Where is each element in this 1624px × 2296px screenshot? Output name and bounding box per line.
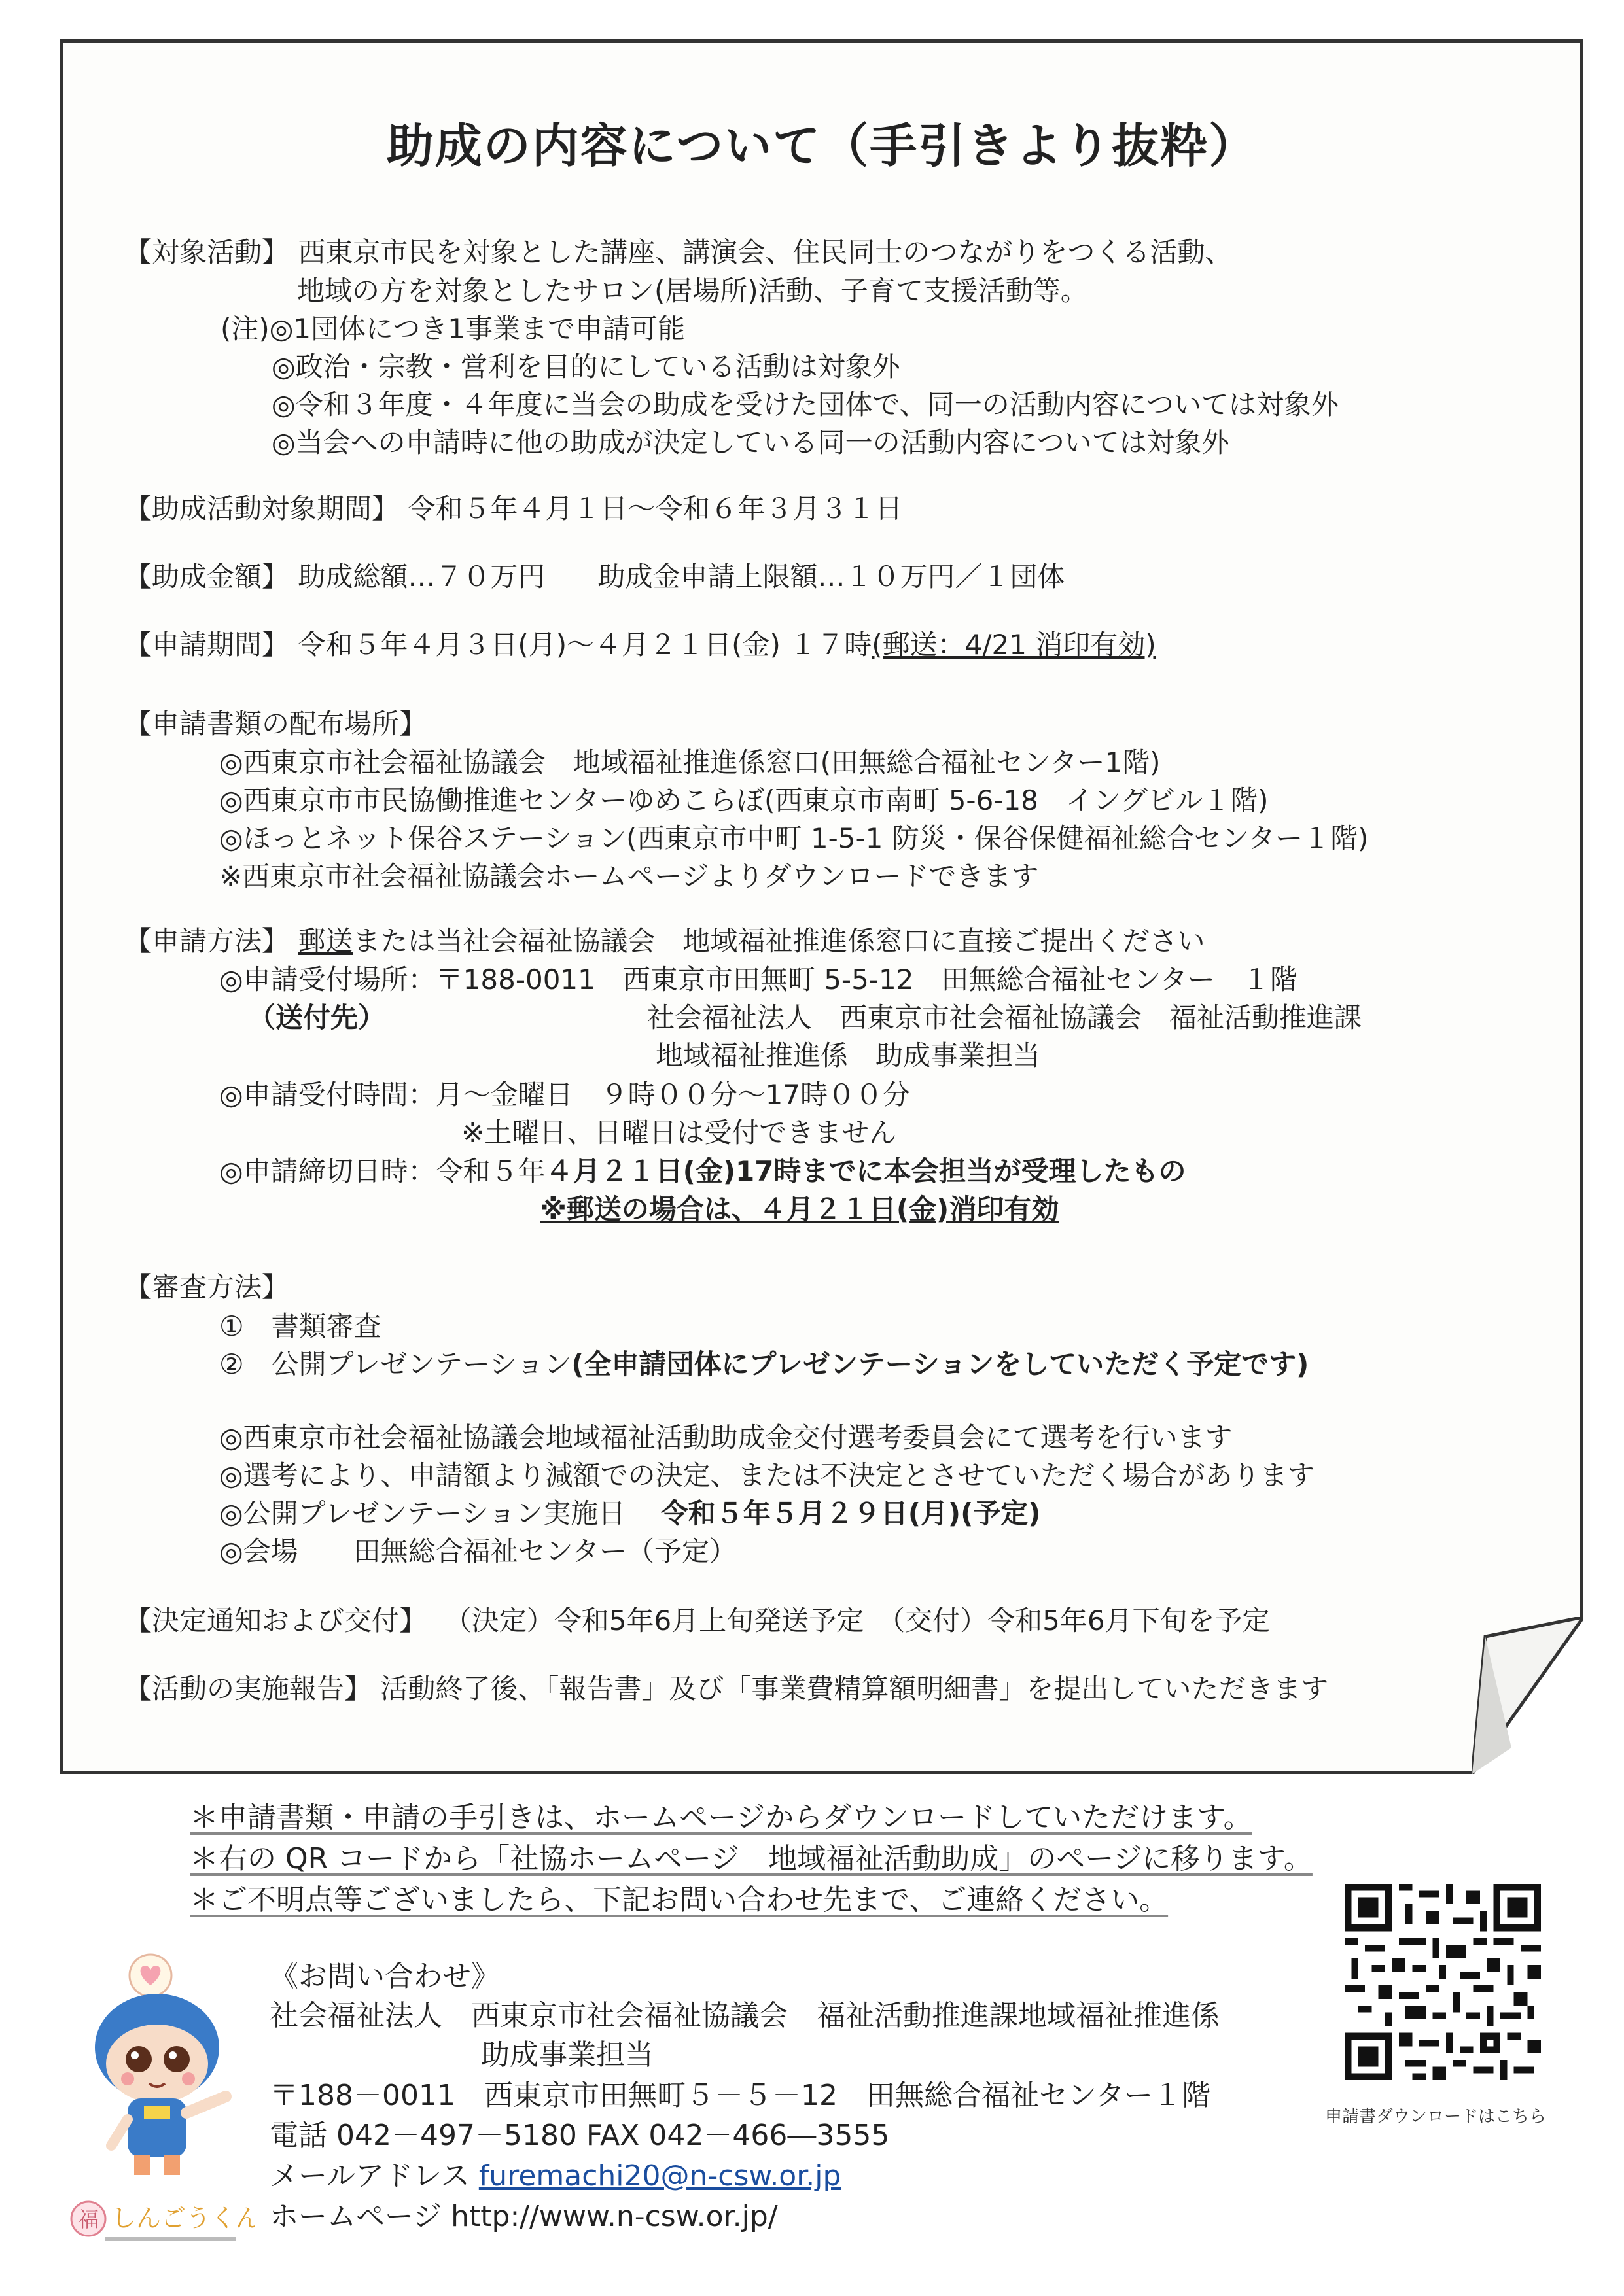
bottom-note: ＊ご不明点等ございましたら、下記お問い合わせ先まで、ご連絡ください。 [190, 1883, 1169, 1917]
content-frame [60, 39, 1583, 1774]
target-note-2: ◎政治・宗教・営利を目的にしている活動は対象外 [272, 351, 900, 383]
mascot-shingou-kun [65, 1949, 255, 2257]
qr-caption: 申請書ダウンロードはこちら [1325, 2107, 1547, 2127]
bottom-note: ＊右の QR コードから「社協ホームページ 地域福祉活動助成」のページに移ります。 [190, 1842, 1313, 1875]
distribution-label: 【申請書類の配布場所】 [124, 708, 427, 740]
review-venue: ◎会場 田無総合福祉センター（予定） [219, 1535, 737, 1567]
mascot-icon [65, 1949, 255, 2257]
period-line: 【助成活動対象期間】 令和５年４月１日～令和６年３月３１日 [124, 493, 903, 525]
target-note-4: ◎当会への申請時に他の助成が決定している同一の活動内容については対象外 [272, 426, 1229, 459]
qr-code-icon[interactable] [1345, 1884, 1541, 2080]
review-step2: ② 公開プレゼンテーション(全申請団体にプレゼンテーションをしていただく予定です) [219, 1348, 1309, 1380]
target-note-1: (注)◎1団体につき1事業まで申請可能 [221, 313, 686, 345]
review-item: ◎選考により、申請額より減額での決定、または不決定とさせていただく場合があります [219, 1459, 1315, 1491]
review-label: 【審査方法】 [124, 1271, 290, 1303]
report-label: 【活動の実施報告】 [124, 1673, 372, 1705]
distribution-item: ◎ほっとネット保谷ステーション(西東京市中町 1-5-1 防災・保谷保健福祉総合センター１階) [219, 822, 1369, 854]
review-presentation: ◎公開プレゼンテーション実施日 令和５年５月２９日(月)(予定) [219, 1497, 1041, 1529]
distribution-item: ※西東京市社会福祉協議会ホームページよりダウンロードできます [219, 860, 1039, 892]
review-item: ◎西東京市社会福祉協議会地域福祉活動助成金交付選考委員会にて選考を行います [219, 1421, 1233, 1453]
method-hours-note: ※土曜日、日曜日は受付できません [461, 1117, 897, 1149]
method-hours: ◎申請受付時間：月～金曜日 ９時００分～17時００分 [219, 1079, 911, 1111]
bottom-note: ＊申請書類・申請の手引きは、ホームページからダウンロードしていただけます。 [190, 1801, 1252, 1834]
target-label: 【対象活動】 [124, 236, 290, 268]
contact-org: 社会福祉法人 西東京市社会福祉協議会 福祉活動推進課地域福祉推進係 [270, 1999, 1220, 2032]
page-title: 助成の内容について（手引きより抜粋） [386, 118, 1258, 173]
distribution-item: ◎西東京市社会福祉協議会 地域福祉推進係窓口(田無総合福祉センター1階) [219, 746, 1161, 778]
method-lead: 【申請方法】 郵送または当社会福祉協議会 地域福祉推進係窓口に直接ご提出ください [124, 925, 1205, 957]
email-link[interactable]: furemachi20@n-csw.or.jp [478, 2159, 841, 2193]
review-step1: ① 書類審査 [219, 1310, 381, 1342]
website-link[interactable]: http://www.n-csw.or.jp/ [451, 2200, 778, 2233]
contact-org2: 助成事業担当 [481, 2038, 654, 2072]
method-deadline: ◎申請締切日時：令和５年４月２１日(金)17時までに本会担当が受理したもの [219, 1155, 1186, 1187]
contact-phone: 電話 042－497－5180 FAX 042－466―3555 [270, 2119, 890, 2152]
decision-label: 【決定通知および交付】 [124, 1605, 427, 1637]
distribution-item: ◎西東京市市民協働推進センターゆめこらぼ(西東京市南町 5-6-18 イングビル１階) [219, 784, 1269, 816]
mascot-kanji: 福 [77, 2207, 99, 2232]
method-deadline-mail: ※郵送の場合は、４月２１日(金)消印有効 [540, 1193, 1059, 1225]
target-note-3: ◎令和３年度・４年度に当会の助成を受けた団体で、同一の活動内容については対象外 [272, 389, 1339, 421]
apply-period-line: 【申請期間】 令和５年４月３日(月)～４月２１日(金) １７時(郵送：4/21 消印有効) [124, 629, 1156, 661]
decision-line: 【決定通知および交付】 （決定）令和5年6月上旬発送予定 （交付）令和5年6月下旬を予定 [124, 1605, 1270, 1637]
page-curl-icon [1472, 1617, 1583, 1774]
method-send-line2: 地域福祉推進係 助成事業担当 [656, 1039, 1041, 1071]
method-label: 【申請方法】 [124, 925, 290, 957]
contact-email-line: メールアドレス furemachi20@n-csw.or.jp [270, 2159, 841, 2193]
contact-heading: 《お問い合わせ》 [270, 1960, 500, 1993]
mascot-name: しんごうくん [111, 2204, 255, 2233]
method-send-label: （送付先） [248, 1001, 386, 1034]
report-line: 【活動の実施報告】 活動終了後、「報告書」及び「事業費精算額明細書」を提出していただきます [124, 1673, 1329, 1705]
contact-web-line: ホームページ http://www.n-csw.or.jp/ [270, 2200, 778, 2233]
target-line1: 【対象活動】 西東京市民を対象とした講座、講演会、住民同士のつながりをつくる活動、 [124, 236, 1233, 268]
apply-period-label: 【申請期間】 [124, 629, 290, 661]
method-place: ◎申請受付場所：〒188-0011 西東京市田無町 5-5-12 田無総合福祉センター １階 [219, 964, 1297, 996]
method-send-line1: 社会福祉法人 西東京市社会福祉協議会 福祉活動推進課 [647, 1001, 1362, 1034]
mail-postmark-note: (郵送：4/21 消印有効) [872, 629, 1156, 661]
target-line2: 地域の方を対象としたサロン(居場所)活動、子育て支援活動等。 [297, 275, 1088, 307]
period-label: 【助成活動対象期間】 [124, 493, 400, 525]
amount-label: 【助成金額】 [124, 561, 290, 593]
amount-line: 【助成金額】 助成総額…７０万円 助成金申請上限額…１０万円／１団体 [124, 561, 1065, 593]
contact-address: 〒188－0011 西東京市田無町５－５－12 田無総合福祉センター１階 [270, 2079, 1211, 2112]
